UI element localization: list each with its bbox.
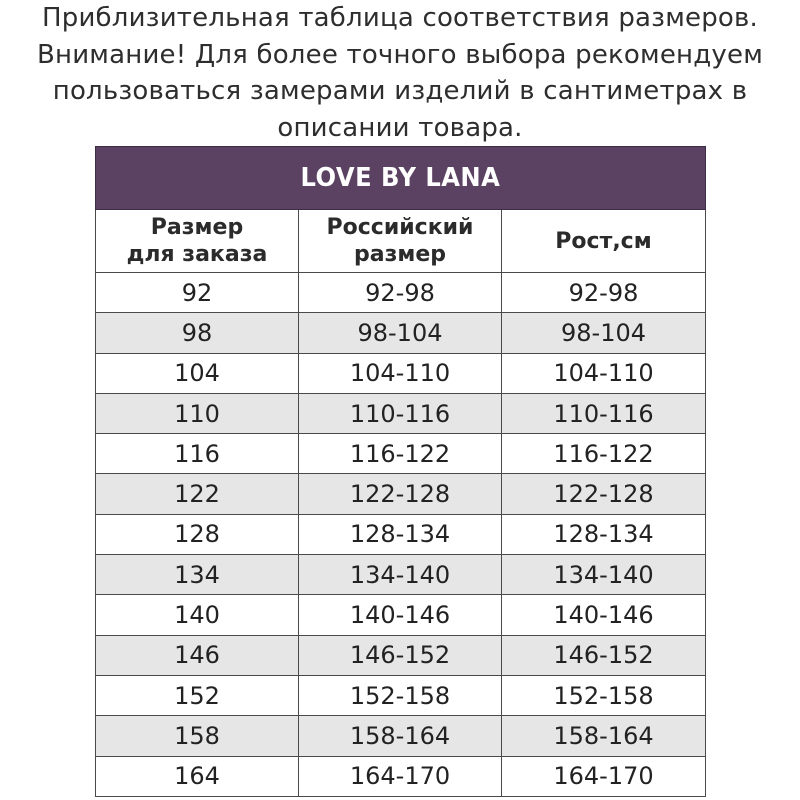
table-cell: 134 bbox=[96, 555, 299, 595]
table-cell: 158 bbox=[96, 716, 299, 756]
table-cell: 164-170 bbox=[502, 756, 706, 796]
table-row bbox=[96, 595, 706, 635]
table-cell: 104-110 bbox=[299, 353, 502, 393]
table-cell: 92-98 bbox=[502, 273, 706, 313]
table-cell: 152-158 bbox=[502, 675, 706, 715]
header-russian-size bbox=[299, 210, 502, 273]
table-cell: 158-164 bbox=[502, 716, 706, 756]
table-cell: 152 bbox=[96, 675, 299, 715]
header-line: размер bbox=[353, 242, 447, 267]
intro-text bbox=[0, 0, 800, 146]
brand-name: LOVE BY LANA bbox=[300, 163, 501, 193]
table-cell: 110-116 bbox=[299, 393, 502, 433]
table-cell: 122 bbox=[96, 474, 299, 514]
intro-line: Внимание! Для более точного выбора рекомендуем bbox=[36, 39, 764, 70]
table-row bbox=[96, 353, 706, 393]
header-line: Российский bbox=[326, 215, 474, 240]
header-line: для заказа bbox=[126, 242, 268, 267]
brand-header bbox=[96, 147, 706, 210]
brand-row bbox=[96, 147, 706, 210]
table-cell: 128 bbox=[96, 514, 299, 554]
table-cell: 92 bbox=[96, 273, 299, 313]
table-cell: 134-140 bbox=[299, 555, 502, 595]
size-chart-table bbox=[95, 146, 706, 797]
table-row bbox=[96, 555, 706, 595]
table-row bbox=[96, 756, 706, 796]
table-cell: 164 bbox=[96, 756, 299, 796]
table-cell: 98 bbox=[96, 313, 299, 353]
table-cell: 116-122 bbox=[502, 434, 706, 474]
table-cell: 146-152 bbox=[299, 635, 502, 675]
table-row bbox=[96, 514, 706, 554]
table-cell: 146 bbox=[96, 635, 299, 675]
table-row bbox=[96, 675, 706, 715]
table-cell: 140-146 bbox=[502, 595, 706, 635]
table-cell: 164-170 bbox=[299, 756, 502, 796]
table-cell: 152-158 bbox=[299, 675, 502, 715]
table-cell: 122-128 bbox=[299, 474, 502, 514]
table-cell: 134-140 bbox=[502, 555, 706, 595]
table-body bbox=[96, 273, 706, 797]
table-cell: 158-164 bbox=[299, 716, 502, 756]
header-line: Рост,см bbox=[555, 228, 652, 254]
table-cell: 92-98 bbox=[299, 273, 502, 313]
intro-line: описании товара. bbox=[277, 112, 523, 143]
table-cell: 98-104 bbox=[299, 313, 502, 353]
intro-line: пользоваться замерами изделий в сантиметрах в bbox=[52, 76, 748, 106]
header-order-size bbox=[96, 210, 299, 273]
table-row bbox=[96, 434, 706, 474]
table-row bbox=[96, 393, 706, 433]
table-cell: 116 bbox=[96, 434, 299, 474]
table-row bbox=[96, 635, 706, 675]
table-cell: 104 bbox=[96, 353, 299, 393]
table-cell: 98-104 bbox=[502, 313, 706, 353]
table-cell: 104-110 bbox=[502, 353, 706, 393]
header-height bbox=[502, 210, 706, 273]
table-row bbox=[96, 273, 706, 313]
table-row bbox=[96, 313, 706, 353]
table-cell: 128-134 bbox=[502, 514, 706, 554]
table-cell: 140 bbox=[96, 595, 299, 635]
header-line: Размер bbox=[150, 215, 244, 240]
table-cell: 140-146 bbox=[299, 595, 502, 635]
table-cell: 146-152 bbox=[502, 635, 706, 675]
intro-line: Приблизительная таблица соответствия размеров. bbox=[41, 3, 759, 33]
table-row bbox=[96, 474, 706, 514]
table-cell: 122-128 bbox=[502, 474, 706, 514]
table-cell: 110 bbox=[96, 393, 299, 433]
table-cell: 128-134 bbox=[299, 514, 502, 554]
table-row bbox=[96, 716, 706, 756]
table-cell: 110-116 bbox=[502, 393, 706, 433]
table-cell: 116-122 bbox=[299, 434, 502, 474]
column-header-row bbox=[96, 210, 706, 273]
